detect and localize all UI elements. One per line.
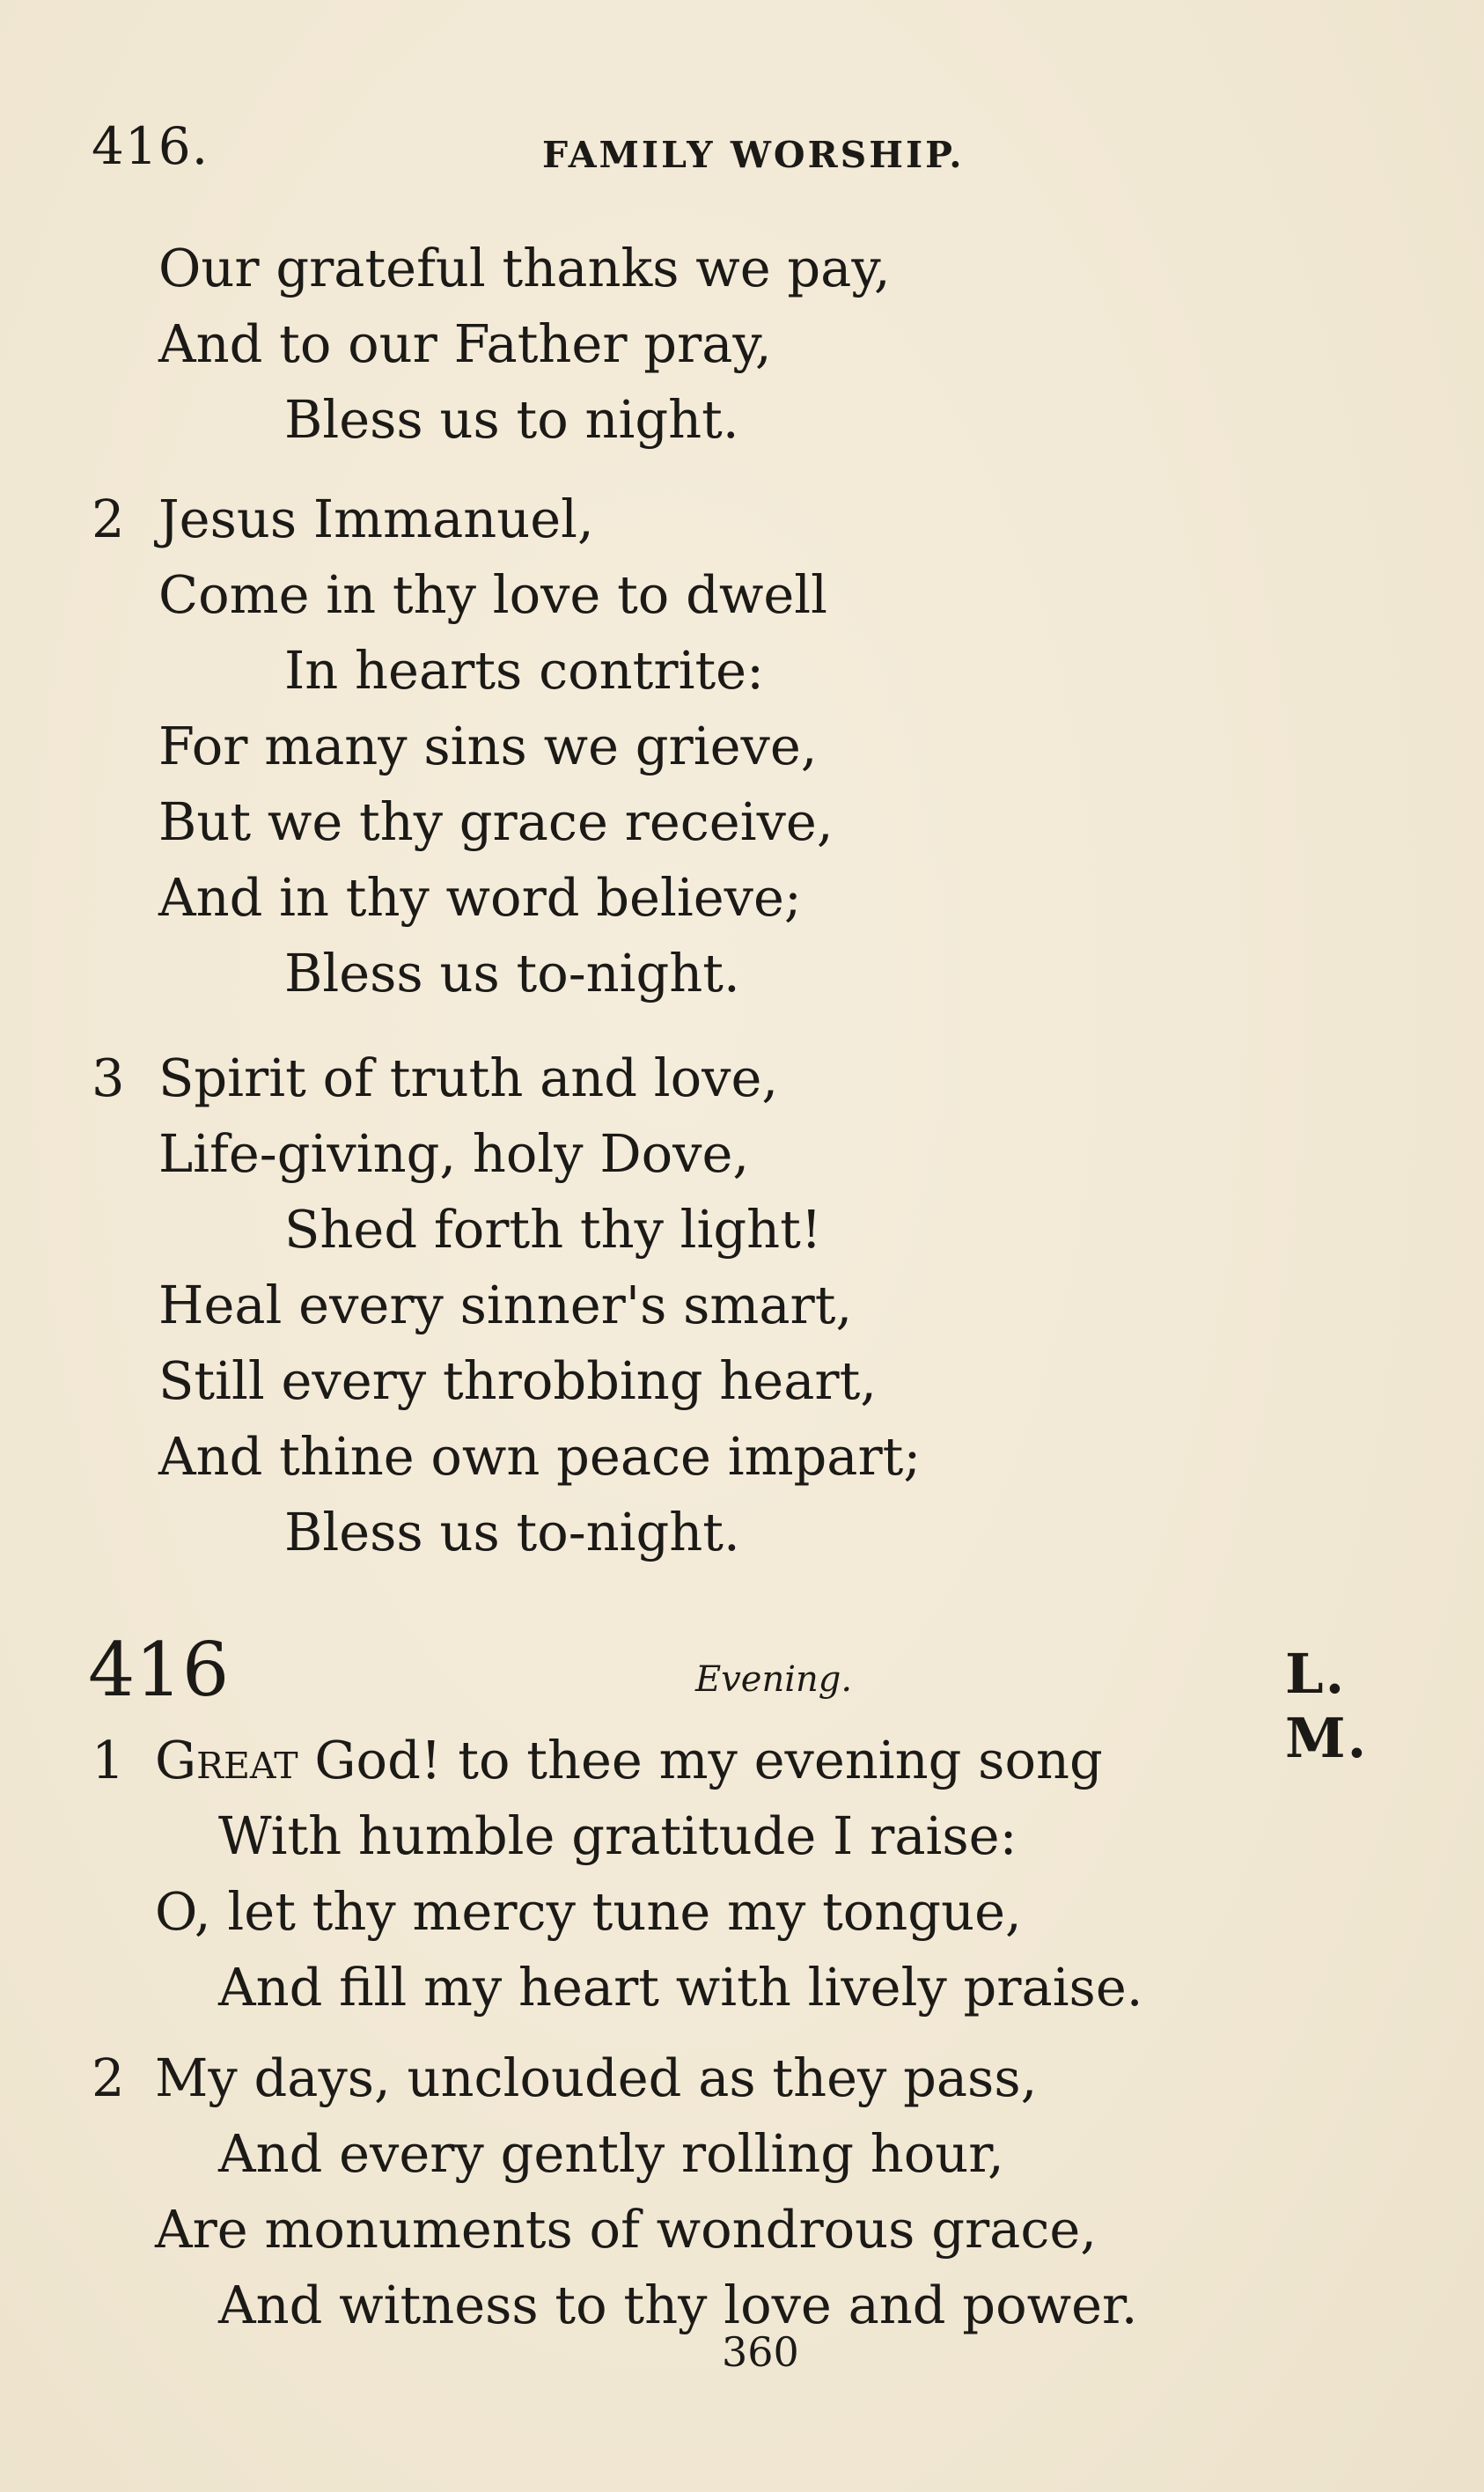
hymn-line: Are monuments of wondrous grace,	[155, 2199, 1098, 2260]
hymn-line: Life-giving, holy Dove,	[158, 1123, 750, 1184]
hymn-line: With humble gratitude I raise:	[218, 1805, 1017, 1866]
hymn-line: Our grateful thanks we pay,	[158, 238, 891, 298]
hymn-line: Bless us to-night.	[284, 943, 740, 1003]
hymn-line: Heal every sinner's smart,	[158, 1275, 853, 1335]
verse-number: 2	[92, 2047, 125, 2108]
hymn-line: Come in thy love to dwell	[158, 564, 827, 625]
hymn-first-line	[155, 1730, 1103, 1790]
hymn-line: In hearts contrite:	[284, 640, 764, 701]
page-number: 416.	[92, 116, 209, 176]
first-word: Great	[155, 1730, 298, 1790]
hymn-line: For many sins we grieve,	[158, 716, 818, 776]
hymn-line: God! to thee my evening song	[314, 1730, 1103, 1790]
hymn-line: And fill my heart with lively praise.	[218, 1957, 1143, 2018]
hymn-line: Shed forth thy light!	[284, 1199, 822, 1260]
hymn-meter: L. M.	[1285, 1642, 1369, 1770]
hymn-line: And every gently rolling hour,	[218, 2123, 1004, 2184]
hymn-line: Bless us to night.	[284, 389, 739, 450]
hymn-line: Still every throbbing heart,	[158, 1350, 878, 1411]
running-title: FAMILY WORSHIP.	[542, 134, 965, 176]
folio-number: 360	[722, 2328, 799, 2376]
verse-number: 3	[92, 1048, 125, 1108]
verse-number: 1	[92, 1730, 125, 1790]
hymn-line: Jesus Immanuel,	[158, 489, 594, 549]
hymn-line: And thine own peace impart;	[158, 1426, 922, 1487]
hymn-line: My days, unclouded as they pass,	[155, 2047, 1038, 2108]
hymn-line: But we thy grace receive,	[158, 791, 834, 852]
hymn-number: 416	[88, 1627, 230, 1713]
verse-number: 2	[92, 489, 125, 549]
hymn-title: Evening.	[695, 1659, 853, 1700]
hymn-line: O, let thy mercy tune my tongue,	[155, 1881, 1022, 1942]
hymn-line: And witness to thy love and power.	[218, 2275, 1138, 2335]
running-head	[92, 116, 1025, 187]
hymn-line: And to our Father pray,	[158, 313, 772, 374]
hymn-line: And in thy word believe;	[158, 867, 802, 928]
hymn-line: Spirit of truth and love,	[158, 1048, 779, 1108]
hymn-line: Bless us to-night.	[284, 1502, 740, 1562]
